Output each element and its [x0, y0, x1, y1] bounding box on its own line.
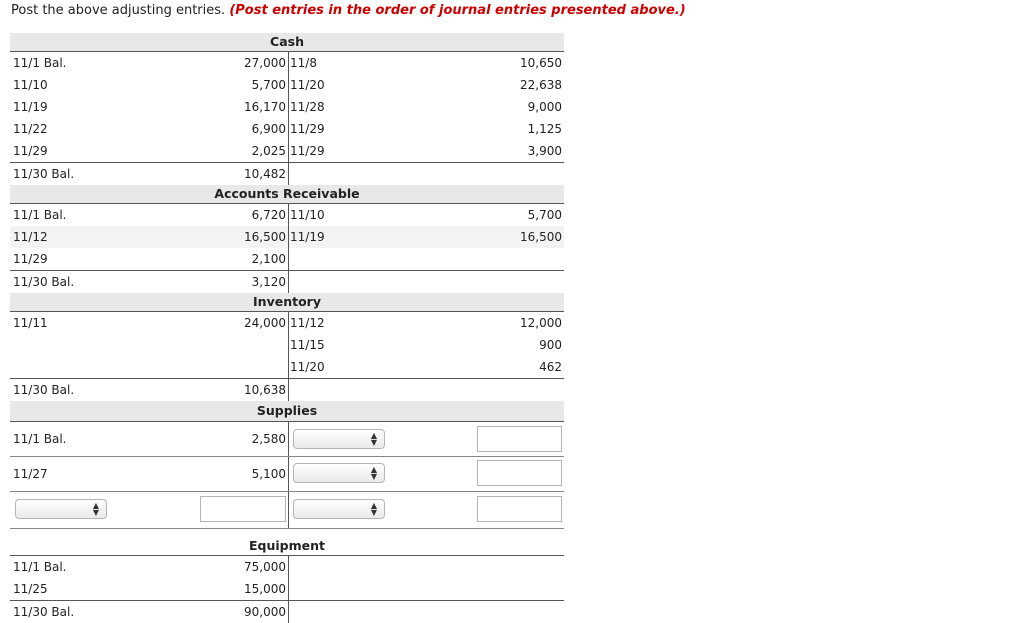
debit-amount: 15,000 — [244, 582, 286, 596]
credit-amount-input[interactable] — [477, 460, 562, 486]
credit-date: 11/28 — [290, 100, 325, 114]
receivable-balance-row — [10, 270, 564, 293]
credit-amount: 16,500 — [520, 230, 562, 244]
balance-label: 11/30 Bal. — [13, 383, 75, 397]
credit-account-select[interactable] — [293, 463, 385, 483]
balance-label: 11/30 Bal. — [13, 167, 75, 181]
debit-date: 11/1 Bal. — [13, 56, 67, 70]
receivable-title: Accounts Receivable — [10, 185, 564, 204]
debit-date: 11/27 — [13, 467, 48, 481]
receivable-row — [10, 248, 564, 270]
credit-date: 11/15 — [290, 338, 325, 352]
debit-amount: 16,500 — [244, 230, 286, 244]
debit-date: 11/29 — [13, 252, 48, 266]
credit-amount: 900 — [539, 338, 562, 352]
credit-amount: 3,900 — [527, 144, 562, 158]
credit-amount: 5,700 — [527, 208, 562, 222]
credit-date: 11/10 — [290, 208, 325, 222]
credit-amount-input[interactable] — [477, 496, 562, 522]
cash-row — [10, 96, 564, 118]
cash-row — [10, 74, 564, 96]
t-accounts — [10, 33, 564, 623]
up-down-arrows-icon: ▲ ▼ — [370, 465, 377, 481]
debit-amount: 2,025 — [251, 144, 286, 158]
receivable-row — [10, 226, 564, 248]
up-down-arrows-icon: ▲ ▼ — [370, 501, 377, 517]
credit-amount: 9,000 — [527, 100, 562, 114]
debit-date: 11/11 — [13, 316, 48, 330]
debit-date: 11/1 Bal. — [13, 432, 67, 446]
credit-account-select[interactable] — [293, 429, 385, 449]
debit-amount: 27,000 — [244, 56, 286, 70]
supplies-title: Supplies — [10, 401, 564, 422]
cash-row — [10, 118, 564, 140]
receivable-row — [10, 204, 564, 226]
supplies-row — [10, 422, 564, 457]
debit-amount: 24,000 — [244, 316, 286, 330]
balance-label: 11/30 Bal. — [13, 275, 75, 289]
balance-amount: 10,482 — [244, 167, 286, 181]
debit-date: 11/12 — [13, 230, 48, 244]
credit-amount-input[interactable] — [477, 426, 562, 452]
balance-amount: 10,638 — [244, 383, 286, 397]
supplies-balance-row — [10, 492, 564, 529]
credit-date: 11/12 — [290, 316, 325, 330]
instructions — [11, 3, 686, 18]
credit-amount: 462 — [539, 360, 562, 374]
inventory-row — [10, 356, 564, 378]
debit-amount: 5,100 — [251, 467, 286, 481]
debit-amount: 6,900 — [251, 122, 286, 136]
credit-amount: 1,125 — [527, 122, 562, 136]
cash-row — [10, 140, 564, 162]
credit-date: 11/20 — [290, 78, 325, 92]
debit-amount: 6,720 — [251, 208, 286, 222]
balance-label: 11/30 Bal. — [13, 605, 75, 619]
debit-date: 11/22 — [13, 122, 48, 136]
equipment-row — [10, 556, 564, 578]
cash-balance-row — [10, 162, 564, 185]
debit-amount: 2,100 — [251, 252, 286, 266]
equipment-title: Equipment — [10, 537, 564, 555]
debit-date: 11/25 — [13, 582, 48, 596]
balance-amount: 90,000 — [244, 605, 286, 619]
debit-date: 11/29 — [13, 144, 48, 158]
credit-date: 11/29 — [290, 144, 325, 158]
instruction-text: Post the above adjusting entries. — [11, 3, 226, 18]
debit-date: 11/10 — [13, 78, 48, 92]
credit-date: 11/8 — [290, 56, 317, 70]
debit-date: 11/1 Bal. — [13, 560, 67, 574]
balance-label-select[interactable] — [15, 499, 107, 519]
credit-amount: 10,650 — [520, 56, 562, 70]
balance-amount-input[interactable] — [200, 496, 286, 522]
equipment-balance-row — [10, 600, 564, 623]
up-down-arrows-icon: ▲ ▼ — [92, 501, 99, 517]
inventory-row — [10, 334, 564, 356]
credit-date: 11/29 — [290, 122, 325, 136]
supplies-row — [10, 457, 564, 492]
up-down-arrows-icon: ▲ ▼ — [370, 431, 377, 447]
credit-account-select[interactable] — [293, 499, 385, 519]
debit-amount: 2,580 — [251, 432, 286, 446]
inventory-balance-row — [10, 378, 564, 401]
credit-date: 11/19 — [290, 230, 325, 244]
credit-date: 11/20 — [290, 360, 325, 374]
debit-date: 11/19 — [13, 100, 48, 114]
cash-title: Cash — [10, 33, 564, 52]
equipment-row — [10, 578, 564, 600]
debit-amount: 16,170 — [244, 100, 286, 114]
credit-amount: 22,638 — [520, 78, 562, 92]
balance-amount: 3,120 — [251, 275, 286, 289]
credit-amount: 12,000 — [520, 316, 562, 330]
inventory-title: Inventory — [10, 293, 564, 312]
inventory-row — [10, 312, 564, 334]
instruction-hint: (Post entries in the order of journal entries presented above.) — [229, 3, 686, 18]
debit-date: 11/1 Bal. — [13, 208, 67, 222]
debit-amount: 5,700 — [251, 78, 286, 92]
debit-amount: 75,000 — [244, 560, 286, 574]
cash-row — [10, 52, 564, 74]
